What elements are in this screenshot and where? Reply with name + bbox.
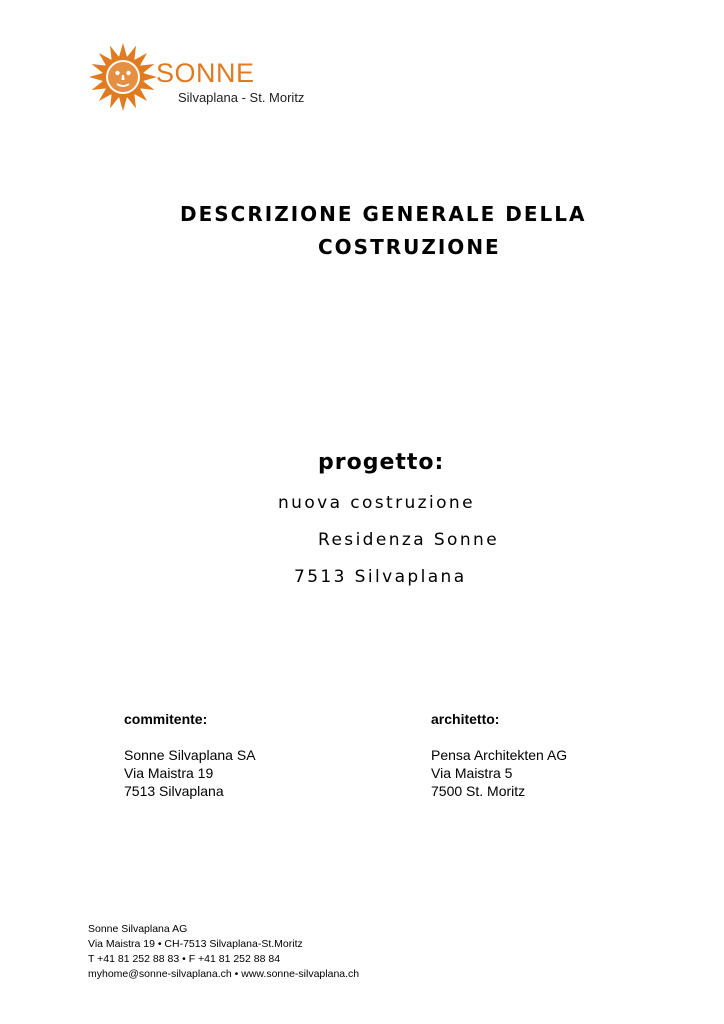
footer-phone-fax: T +41 81 252 88 83 • F +41 81 252 88 84 xyxy=(88,953,281,965)
client-name: Sonne Silvaplana SA xyxy=(124,747,256,763)
project-label: progetto: xyxy=(318,450,445,475)
architect-street: Via Maistra 5 xyxy=(431,765,513,781)
project-line-name: Residenza Sonne xyxy=(318,530,500,550)
client-street: Via Maistra 19 xyxy=(124,765,214,781)
footer-company: Sonne Silvaplana AG xyxy=(88,923,188,935)
client-label: commitente: xyxy=(124,711,208,727)
architect-city: 7500 St. Moritz xyxy=(431,783,526,799)
architect-block xyxy=(431,710,567,800)
logo-subtitle: Silvaplana - St. Moritz xyxy=(178,90,305,105)
client-city: 7513 Silvaplana xyxy=(124,783,224,799)
sun-logo-icon xyxy=(88,42,158,112)
logo-wordmark: SONNE xyxy=(156,58,255,88)
architect-name: Pensa Architekten AG xyxy=(431,747,568,763)
footer-contact xyxy=(88,922,359,982)
project-line-location: 7513 Silvaplana xyxy=(294,567,467,587)
architect-label: architetto: xyxy=(431,711,500,727)
company-logo xyxy=(88,42,328,114)
footer-address: Via Maistra 19 • CH-7513 Silvaplana-St.Moritz xyxy=(88,938,303,950)
footer-email-web: myhome@sonne-silvaplana.ch • www.sonne-silvaplana.ch xyxy=(88,968,360,980)
title-line-1: DESCRIZIONE GENERALE DELLA xyxy=(180,202,587,226)
title-line-2: COSTRUZIONE xyxy=(318,235,501,259)
client-block xyxy=(124,710,256,800)
project-line-type: nuova costruzione xyxy=(278,493,475,513)
